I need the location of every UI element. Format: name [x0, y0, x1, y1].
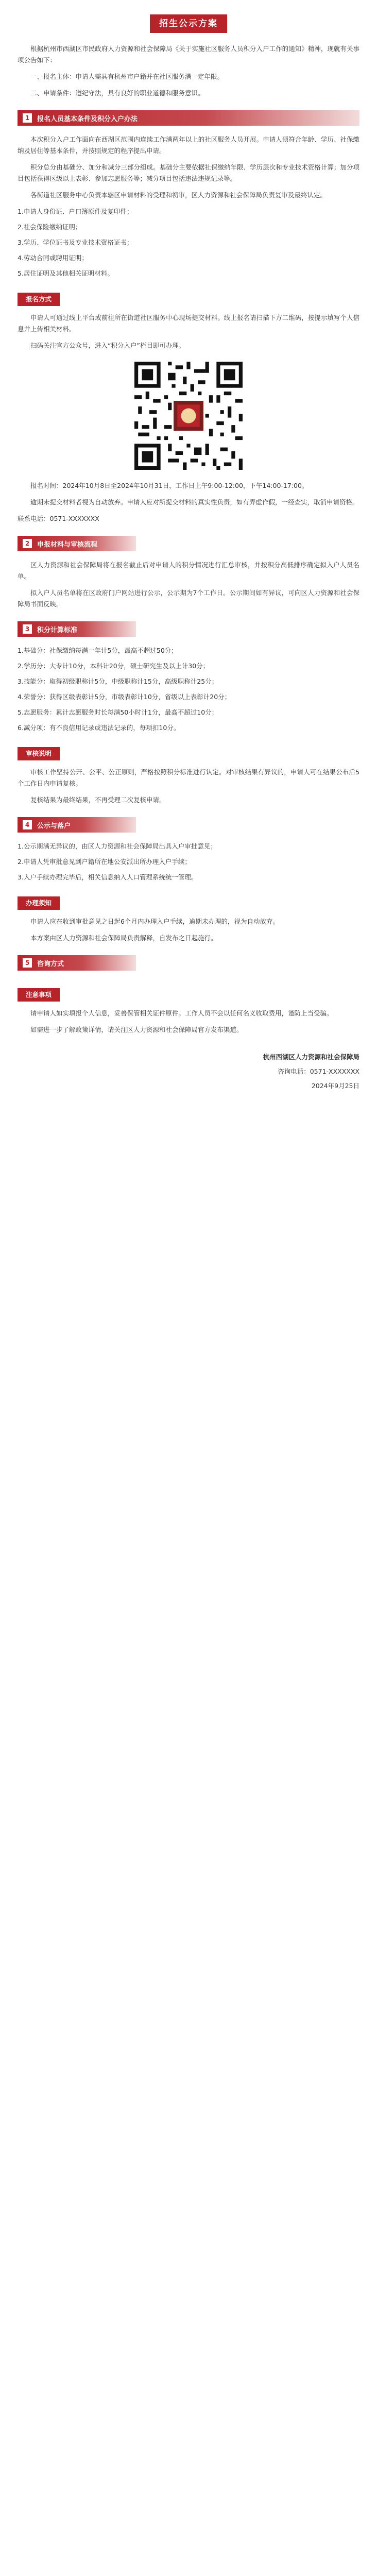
list-item: 3.技能分：取得初级职称计5分，中级职称计15分，高级职称计25分； — [18, 677, 218, 685]
list-item: 6.减分项：有不良信用记录或违法记录的，每项扣10分。 — [18, 724, 180, 732]
body-paragraph: 复核结果为最终结果，不再受理二次复核申请。 — [30, 796, 166, 804]
issuer-phone: 咨询电话：0571-XXXXXXX — [278, 1067, 359, 1075]
list-item: 4.劳动合同或聘用证明； — [18, 254, 88, 262]
body-paragraph: 申请人应在收到审批意见之日起6个月内办理入户手续，逾期未办理的，视为自动放弃。 — [30, 918, 279, 925]
body-paragraph: 申请人可通过线上平台或前往所在街道社区服务中心现场提交材料。线上报名请扫描下方二维码，按提示填写个人信息并上传相关材料。 — [18, 314, 359, 333]
list-item: 1.申请人身份证、户口簿原件及复印件； — [18, 208, 133, 215]
list-item: 5.居住证明及其他相关证明材料。 — [18, 269, 114, 277]
body-paragraph: 区人力资源和社会保障局将在报名截止后对申请人的积分情况进行汇总审核，并按积分高低排序确定拟入户人员名单。 — [18, 561, 359, 580]
subsection-tag: 办理须知 — [18, 896, 60, 910]
subsection-tag: 审核说明 — [18, 747, 60, 760]
issue-date: 2024年9月25日 — [311, 1082, 359, 1090]
intro-paragraph: 二、申请条件：遵纪守法，具有良好的职业道德和服务意识。 — [30, 89, 204, 97]
section-number: 1 — [23, 113, 32, 123]
body-paragraph: 扫码关注官方公众号，进入“积分入户”栏目即可办理。 — [30, 342, 185, 349]
body-paragraph: 如需进一步了解政策详情，请关注区人力资源和社会保障局官方发布渠道。 — [30, 1026, 243, 1033]
section-header — [18, 817, 359, 833]
notice-banner: 招生公示方案 — [150, 14, 227, 33]
body-paragraph: 各街道社区服务中心负责本辖区申请材料的受理和初审，区人力资源和社会保障局负责复审及最终认定。 — [30, 191, 327, 199]
body-paragraph: 本方案由区人力资源和社会保障局负责解释，自发布之日起施行。 — [30, 934, 217, 942]
list-item: 3.学历、学位证书及专业技术资格证书； — [18, 239, 133, 246]
body-paragraph: 请申请人如实填报个人信息，妥善保管相关证件原件。工作人员不会以任何名义收取费用，谨防上当受骗。 — [30, 1009, 333, 1017]
section-number: 2 — [23, 539, 32, 548]
subsection-tag: 注意事项 — [18, 988, 60, 1002]
body-paragraph: 积分总分由基础分、加分和减分三部分组成。基础分主要依据社保缴纳年限、学历层次和专业技术资格计算；加分项目包括获得区级以上表彰、参加志愿服务等；减分项目包括违法违规记录等。 — [18, 163, 359, 182]
section-title: 报名人员基本条件及积分入户办法 — [37, 115, 138, 123]
section-number: 4 — [23, 820, 32, 829]
subsection-tag: 报名方式 — [18, 293, 60, 306]
list-item: 1.公示期满无异议的，由区人力资源和社会保障局出具入户审批意见； — [18, 842, 217, 850]
body-paragraph: 拟入户人员名单将在区政府门户网站进行公示，公示期为7个工作日。公示期间如有异议，可向区人力资源和社会保障局书面反映。 — [18, 589, 359, 608]
section-header — [18, 621, 359, 637]
section-header — [18, 110, 359, 126]
section-title: 咨询方式 — [37, 960, 64, 968]
intro-paragraph: 根据杭州市西湖区市民政府人力资源和社会保障局《关于实施社区服务人员积分入户工作的通知》精神，现就有关事项公告如下： — [18, 45, 359, 64]
intro-paragraph: 一、报名主体：申请人需具有杭州市户籍并在社区服务满一定年限。 — [30, 73, 224, 80]
list-item: 2.学历分：大专计10分，本科计20分，硕士研究生及以上计30分； — [18, 662, 210, 670]
section-title: 公示与落户 — [37, 822, 71, 830]
section-number: 5 — [23, 958, 32, 968]
body-paragraph: 本次积分入户工作面向在西湖区范围内连续工作满两年以上的社区服务人员开展。申请人须符合年龄、学历、社保缴纳及居住等基本条件，并按照规定的程序提出申请。 — [18, 135, 359, 155]
body-paragraph: 逾期未提交材料者视为自动放弃。申请人应对所提交材料的真实性负责，如有弄虚作假，一经查实，取消申请资格。 — [30, 498, 359, 506]
section-header — [18, 536, 359, 551]
body-paragraph: 报名时间：2024年10月8日至2024年10月31日，工作日上午9:00-12:00，下午14:00-17:00。 — [30, 482, 309, 489]
list-item: 3.入户手续办理完毕后，相关信息纳入人口管理系统统一管理。 — [18, 873, 198, 881]
body-paragraph: 审核工作坚持公开、公平、公正原则，严格按照积分标准进行认定。对审核结果有异议的，申请人可在结果公布后5个工作日内申请复核。 — [18, 768, 359, 787]
contact-phone: 联系电话：0571-XXXXXXX — [18, 515, 99, 522]
section-number: 3 — [23, 624, 32, 634]
list-item: 2.社会保险缴纳证明； — [18, 223, 82, 231]
list-item: 1.基础分：社保缴纳每满一年计5分，最高不超过50分； — [18, 647, 178, 654]
issuer-name: 杭州西湖区人力资源和社会保障局 — [263, 1053, 359, 1061]
section-title: 积分计算标准 — [37, 626, 78, 634]
list-item: 5.志愿服务：累计志愿服务时长每满50小时计1分，最高不超过10分； — [18, 708, 218, 716]
section-header — [18, 955, 359, 971]
list-item: 2.申请人凭审批意见到户籍所在地公安派出所办理入户手续； — [18, 858, 191, 866]
notice-footer — [18, 1050, 359, 1093]
list-item: 4.荣誉分：获得区级表彰计5分，市级表彰计10分，省级以上表彰计20分； — [18, 693, 231, 701]
section-title: 申报材料与审核流程 — [37, 540, 98, 549]
qr-code-image[interactable] — [134, 362, 243, 470]
